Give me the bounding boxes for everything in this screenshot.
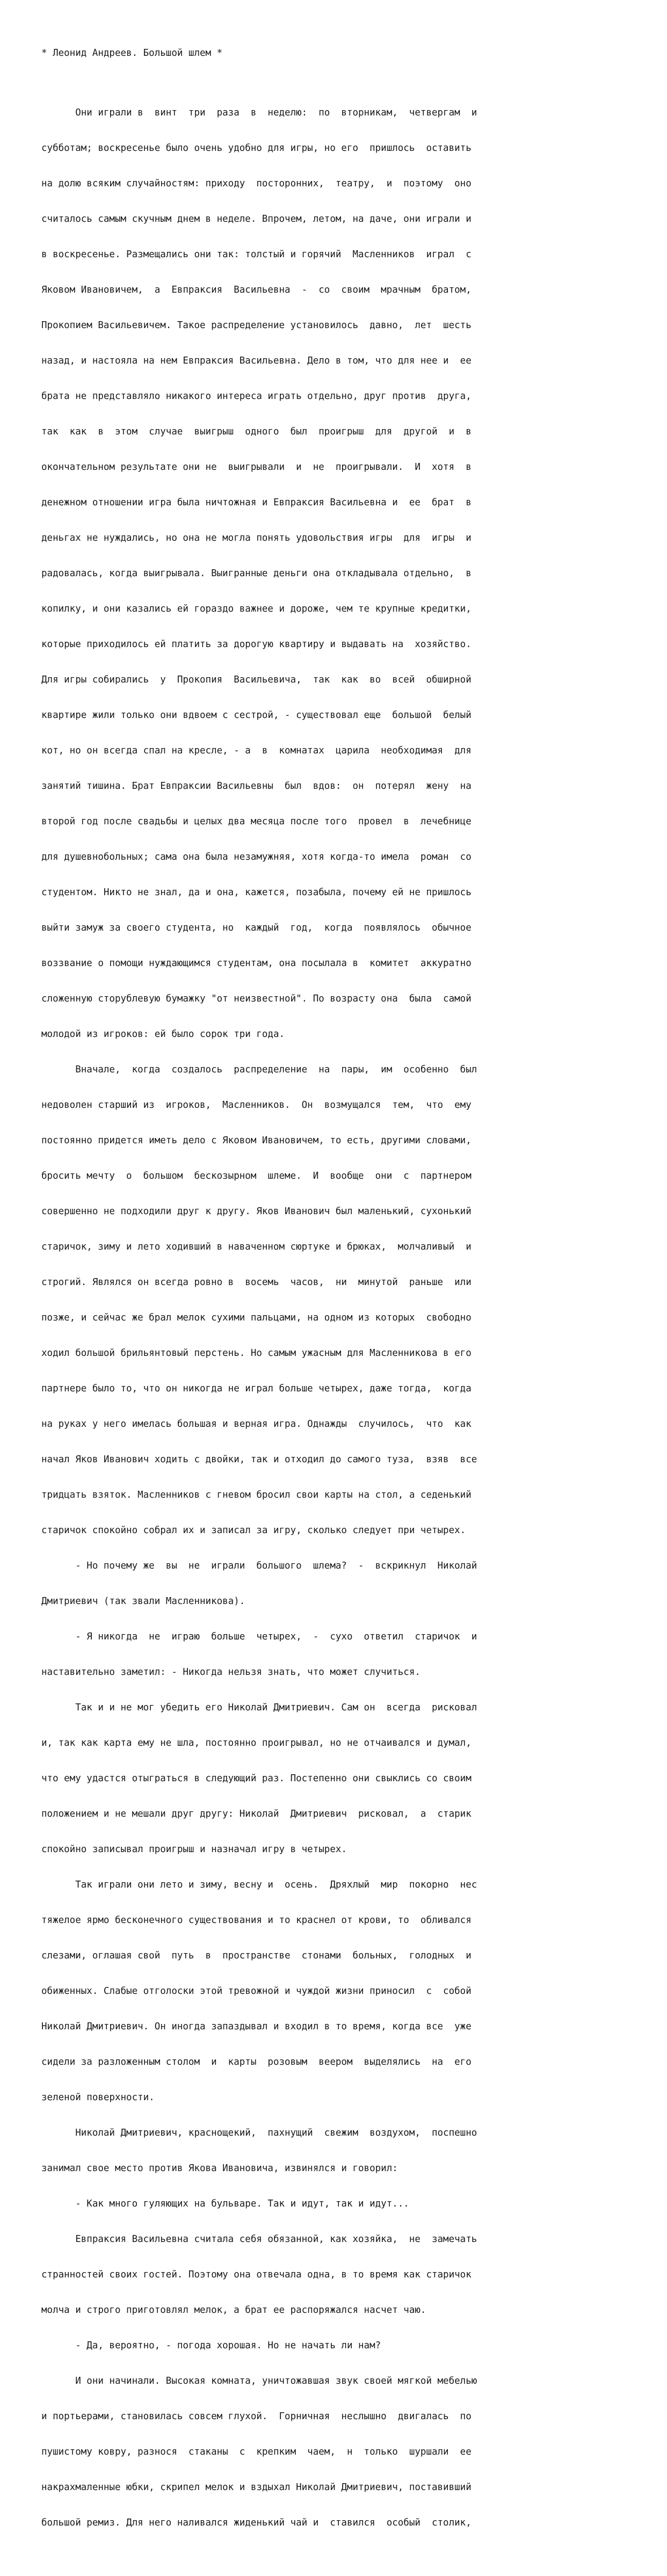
text-line: строгий. Являлся он всегда ровно в восемь часов, ни минутой раньше или xyxy=(41,1277,472,1288)
text-line: считалось самым скучным днем в неделе. Впрочем, летом, на даче, они играли и xyxy=(41,214,472,224)
text-line: положением и не мешали друг другу: Николай Дмитриевич рисковал, а старик xyxy=(41,1809,472,1819)
text-line: Так играли они лето и зиму, весну и осень. Дряхлый мир покорно нес xyxy=(41,1880,477,1890)
text-line: брата не представляло никакого интереса играть отдельно, друг против друга, xyxy=(41,391,472,402)
text-line: партнере было то, что он никогда не играл больше четырех, даже тогда, когда xyxy=(41,1383,472,1394)
text-line: слезами, оглашая свой путь в пространстве стонами больных, голодных и xyxy=(41,1950,472,1961)
text-line: радовалась, когда выигрывала. Выигранные деньги она откладывала отдельно, в xyxy=(41,568,472,579)
text-line: наставительно заметил: - Никогда нельзя знать, что может случиться. xyxy=(41,1667,421,1678)
text-line: ходил большой брильянтовый перстень. Но самым ужасным для Масленникова в его xyxy=(41,1348,472,1359)
text-line: странностей своих гостей. Поэтому она отвечала одна, в то время как старичок xyxy=(41,2269,472,2280)
text-line: деньгах не нуждались, но она не могла понять удовольствия игры для игры и xyxy=(41,533,472,543)
text-line: для душевнобольных; сама она была незамужняя, хотя когда-то имела роман со xyxy=(41,852,472,862)
text-line: второй год после свадьбы и целых два месяца после того провел в лечебнице xyxy=(41,816,472,827)
text-line: Евпраксия Васильевна считала себя обязанной, как хозяйка, не замечать xyxy=(41,2234,477,2245)
text-line: Николай Дмитриевич, краснощекий, пахнущий свежим воздухом, поспешно xyxy=(41,2128,477,2138)
text-line: Дмитриевич (так звали Масленникова). xyxy=(41,1596,245,1607)
text-line: молча и строго приготовлял мелок, а брат ее распоряжался насчет чаю. xyxy=(41,2305,426,2316)
text-line: копилку, и они казались ей гораздо важнее и дороже, чем те крупные кредитки, xyxy=(41,604,472,614)
text-line: - Как много гуляющих на бульваре. Так и идут, так и идут... xyxy=(41,2198,409,2209)
document-title: * Леонид Андреев. Большой шлем * xyxy=(41,48,223,59)
text-line: Вначале, когда создалось распределение на пары, им особенно был xyxy=(41,1064,477,1075)
text-line: тридцать взяток. Масленников с гневом бросил свои карты на стол, а седенький xyxy=(41,1490,472,1500)
text-line: недоволен старший из игроков, Масленников. Он возмущался тем, что ему xyxy=(41,1100,472,1111)
text-line: пушистому ковру, разнося стаканы с крепким чаем, н только шуршали ее xyxy=(41,2447,472,2457)
text-line: студентом. Никто не знал, да и она, кажется, позабыла, почему ей не пришлось xyxy=(41,887,472,898)
text-line: занятий тишина. Брат Евпраксии Васильевны был вдов: он потерял жену на xyxy=(41,781,472,792)
text-line: - Я никогда не играю больше четырех, - сухо ответил старичок и xyxy=(41,1631,477,1642)
text-line: назад, и настояла на нем Евпраксия Васильевна. Дело в том, что для нее и ее xyxy=(41,355,472,366)
text-line: совершенно не подходили друг к другу. Яков Иванович был маленький, сухонький xyxy=(41,1206,472,1217)
text-line: старичок спокойно собрал их и записал за игру, сколько следует при четырех. xyxy=(41,1525,466,1536)
text-line: зеленой поверхности. xyxy=(41,2092,155,2103)
text-line: И они начинали. Высокая комната, уничтожавшая звук своей мягкой мебелью xyxy=(41,2376,477,2386)
text-line: бросить мечту о большом бескозырном шлеме. И вообще они с партнером xyxy=(41,1171,472,1181)
text-line: Для игры собирались у Прокопия Васильевича, так как во всей обширной xyxy=(41,674,472,685)
text-line: что ему удастся отыграться в следующий раз. Постепенно они свыклись со своим xyxy=(41,1773,472,1784)
text-line: обиженных. Слабые отголоски этой тревожной и чуждой жизни приносил с собой xyxy=(41,1986,472,1997)
text-line: в воскресенье. Размещались они так: толстый и горячий Масленников играл с xyxy=(41,249,472,260)
text-line: кот, но он всегда спал на кресле, - а в комнатах царила необходимая для xyxy=(41,745,472,756)
text-line: позже, и сейчас же брал мелок сухими пальцами, на одном из которых свободно xyxy=(41,1312,472,1323)
text-line: на долю всяким случайностям: приходу посторонних, театру, и поэтому оно xyxy=(41,178,472,189)
text-line: большой ремиз. Для него наливался жиденький чай и ставился особый столик, xyxy=(41,2517,472,2528)
text-line: которые приходилось ей платить за дорогую квартиру и выдавать на хозяйство. xyxy=(41,639,472,650)
text-line: Николай Дмитриевич. Он иногда запаздывал и входил в то время, когда все уже xyxy=(41,2021,472,2032)
text-line: выйти замуж за своего студента, но каждый год, когда появлялось обычное xyxy=(41,923,472,933)
text-line: Прокопием Васильевичем. Такое распределение установилось давно, лет шесть xyxy=(41,320,472,331)
text-line: накрахмаленные юбки, скрипел мелок и вздыхал Николай Дмитриевич, поставивший xyxy=(41,2482,472,2493)
text-line: окончательном результате они не выигрывали и не проигрывали. И хотя в xyxy=(41,462,472,473)
text-line: денежном отношении игра была ничтожная и Евпраксия Васильевна и ее брат в xyxy=(41,497,472,508)
text-line: занимал свое место против Якова Ивановича, извинялся и говорил: xyxy=(41,2163,398,2174)
text-line: - Да, вероятно, - погода хорошая. Но не начать ли нам? xyxy=(41,2340,381,2351)
text-line: и портьерами, становилась совсем глухой. Горничная неслышно двигалась по xyxy=(41,2411,472,2422)
text-line: сложенную сторублевую бумажку "от неизвестной". По возрасту она была самой xyxy=(41,993,472,1004)
text-line: спокойно записывал проигрыш и назначал игру в четырех. xyxy=(41,1844,347,1855)
document-body xyxy=(41,83,477,2576)
text-line: тяжелое ярмо бесконечного существования и то краснел от крови, то обливался xyxy=(41,1915,472,1926)
text-line: субботам; воскресенье было очень удобно для игры, но его пришлось оставить xyxy=(41,143,472,154)
text-line: Так и и не мог убедить его Николай Дмитриевич. Сам он всегда рисковал xyxy=(41,1702,477,1713)
text-line: Яковом Ивановичем, а Евпраксия Васильевна - со своим мрачным братом, xyxy=(41,285,472,295)
text-line: старичок, зиму и лето ходивший в наваченном сюртуке и брюках, молчаливый и xyxy=(41,1242,472,1252)
text-line: и, так как карта ему не шла, постоянно проигрывал, но не отчаивался и думал, xyxy=(41,1738,472,1748)
text-line: сидели за разложенным столом и карты розовым веером выделялись на его xyxy=(41,2057,472,2067)
text-line: постоянно придется иметь дело с Яковом Ивановичем, то есть, другими словами, xyxy=(41,1135,472,1146)
text-line: - Но почему же вы не играли большого шлема? - вскрикнул Николай xyxy=(41,1561,477,1571)
text-line: начал Яков Иванович ходить с двойки, так и отходил до самого туза, взяв все xyxy=(41,1454,477,1465)
text-line: воззвание о помощи нуждающимся студентам, она посылала в комитет аккуратно xyxy=(41,958,472,969)
text-line: Они играли в винт три раза в неделю: по вторникам, четвергам и xyxy=(41,107,477,118)
text-line: молодой из игроков: ей было сорок три года. xyxy=(41,1029,285,1040)
text-line: квартире жили только они вдвоем с сестрой, - существовал еще большой белый xyxy=(41,710,472,721)
text-line: так как в этом случае выигрыш одного был проигрыш для другой и в xyxy=(41,426,472,437)
text-line: на руках у него имелась большая и верная игра. Однажды случилось, что как xyxy=(41,1419,472,1430)
